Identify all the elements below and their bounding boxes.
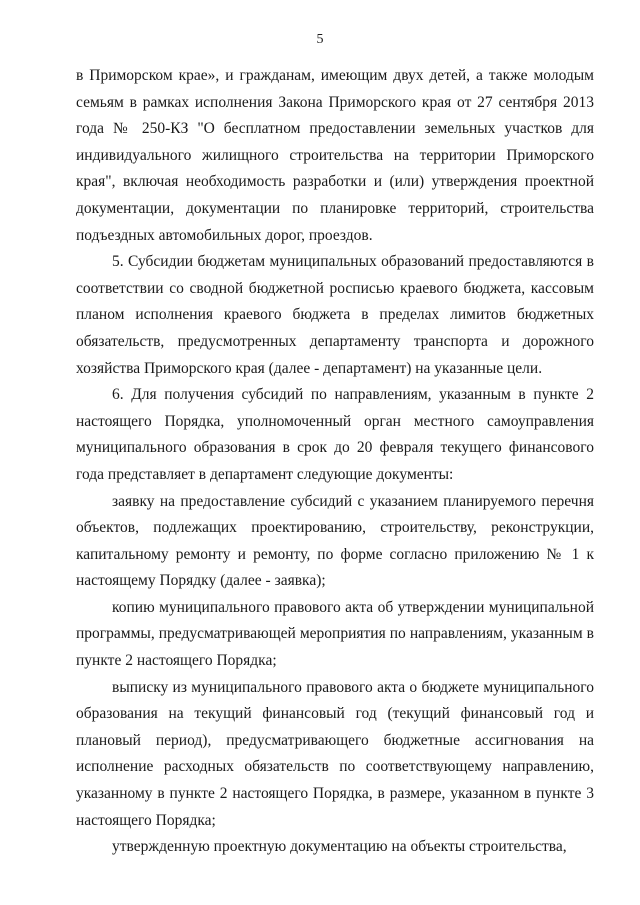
paragraph-continuation: в Приморском крае», и гражданам, имеющим двух детей, а также молодым семьям в рамках исполнения Закона Приморского края от 27 сентября 2013 года № 250-КЗ "О бесплатном предоставлении земельных участков для индивидуального жилищного строительства на территории Приморского края", включая необходимость разработки и (или) утверждения проектной документации, документации по планировке территорий, строительства подъездных автомобильных дорог, проездов.: [76, 67, 594, 244]
paragraph-budget-extract: выписку из муниципального правового акта о бюджете муниципального образования на текущий финансовый год (текущий финансовый год и плановый период), предусматривающего бюджетные ассигнования на исполнение расходных обязательств по соответствующему направлению, указанному в пункте 2 настоящего Порядка, в размере, указанном в пункте 3 настоящего Порядка;: [76, 678, 594, 829]
document-body: [76, 63, 594, 861]
paragraph-item-5: 5. Субсидии бюджетам муниципальных образований предоставляются в соответствии со сводной бюджетной росписью краевого бюджета, кассовым планом исполнения краевого бюджета в пределах лимитов бюджетных обязательств, предусмотренных департаменту транспорта и дорожного хозяйства Приморского края (далее - департамент) на указанные цели.: [76, 253, 594, 377]
paragraph-program-copy: копию муниципального правового акта об утверждении муниципальной программы, предусматривающей мероприятия по направлениям, указанным в пункте 2 настоящего Порядка;: [76, 598, 594, 670]
paragraph-item-6: 6. Для получения субсидий по направлениям, указанным в пункте 2 настоящего Порядка, уполномоченный орган местного самоуправления муниципального образования в срок до 20 февраля текущего финансового года представляет в департамент следующие документы:: [76, 386, 594, 483]
paragraph-application: заявку на предоставление субсидий с указанием планируемого перечня объектов, подлежащих проектированию, строительству, реконструкции, капитальному ремонту и ремонту, по форме согласно приложению № 1 к настоящему Порядку (далее - заявка);: [76, 492, 594, 590]
paragraph-project-docs: утвержденную проектную документацию на объекты строительства,: [112, 838, 567, 856]
page-number: 5: [316, 32, 324, 47]
